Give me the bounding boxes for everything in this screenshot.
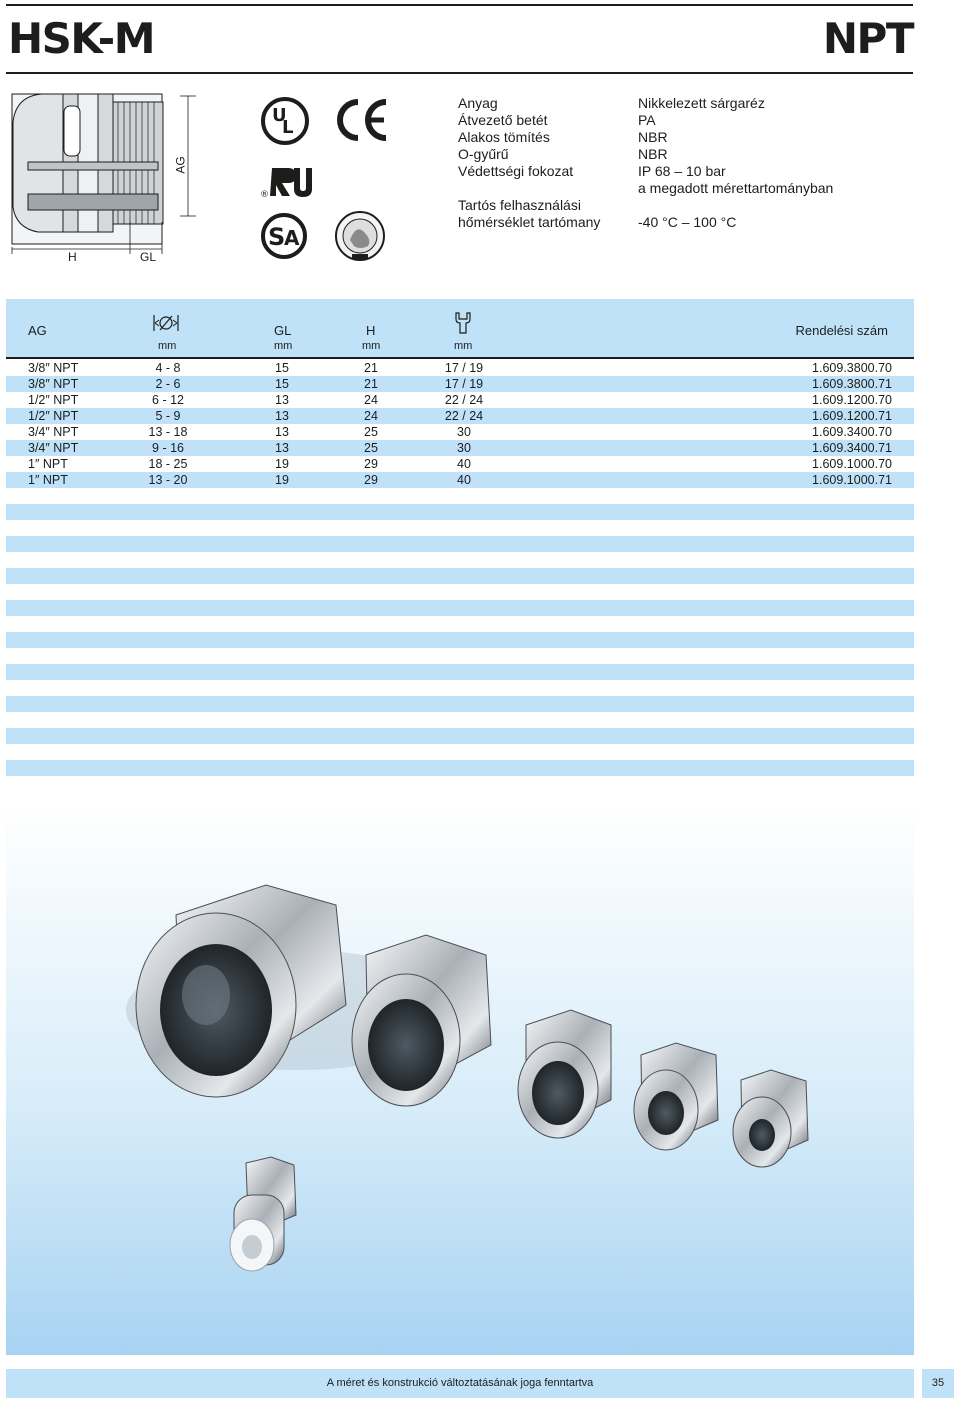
empty-table-row [6,536,914,552]
wrench-icon [452,311,474,335]
spec-value-protection: IP 68 – 10 bar [638,163,726,179]
cell-ag: 3/4″ NPT [28,425,79,439]
svg-text:A: A [284,226,300,250]
col-header-order-number: Rendelési szám [795,323,888,338]
cell-h: 29 [364,457,378,471]
cell-wrench: 40 [457,457,471,471]
unit-gl: mm [274,340,293,352]
spec-label-material: Anyag [458,95,498,111]
cable-glands-illustration [6,805,914,1355]
spec-label-o-ring: O-gyűrű [458,146,509,162]
spec-label-insert: Átvezető betét [458,112,548,128]
cell-h: 21 [364,377,378,391]
product-photo [6,805,914,1355]
cell-wrench: 30 [457,441,471,455]
spec-label-temperature: Tartós felhasználási [458,197,581,213]
cell-gl: 13 [275,441,289,455]
spec-label-protection: Védettségi fokozat [458,163,574,179]
dimension-label-h: H [68,250,77,264]
footer-bar [6,1369,914,1398]
cell-wrench: 17 / 19 [444,361,484,375]
cell-gl: 13 [275,393,289,407]
cell-clamp: 9 - 16 [152,441,184,455]
cell-ag: 1/2″ NPT [28,393,79,407]
cell-h: 29 [364,473,378,487]
empty-table-row [6,568,914,584]
cell-ag: 3/4″ NPT [28,441,79,455]
spec-label-temperature-2: hőmérséklet tartómany [458,214,601,230]
csa-mark-icon [260,212,308,260]
cell-clamp: 13 - 18 [148,425,188,439]
cell-order-number: 1.609.3400.71 [812,441,892,455]
cell-order-number: 1.609.1200.70 [812,393,892,407]
cell-clamp: 5 - 9 [155,409,181,423]
cell-wrench: 22 / 24 [444,393,484,407]
table-row [6,424,914,440]
table-row [6,472,914,488]
spec-value-insert: PA [638,112,656,128]
cell-wrench: 22 / 24 [444,409,484,423]
empty-table-row [6,728,914,744]
svg-text:S: S [268,223,286,251]
header-top-rule [6,4,913,6]
clamping-range-icon [152,313,180,333]
cell-clamp: 2 - 6 [155,377,181,391]
ur-recognized-icon [260,164,312,200]
cell-wrench: 40 [457,473,471,487]
cell-ag: 3/8″ NPT [28,377,79,391]
cell-gl: 13 [275,409,289,423]
cell-wrench: 17 / 19 [444,377,484,391]
page-number: 35 [922,1369,954,1398]
table-header [6,299,914,357]
cell-gl: 13 [275,425,289,439]
empty-table-row [6,664,914,680]
cell-h: 24 [364,409,378,423]
empty-table-row [6,760,914,776]
spec-value-protection-note: a megadott mérettartományban [638,180,834,196]
cell-order-number: 1.609.3800.71 [812,377,892,391]
cell-gl: 19 [275,473,289,487]
dimension-label-ag: AG [173,156,188,174]
cell-gl: 15 [275,361,289,375]
unit-clamp: mm [158,340,177,352]
cell-gl: 19 [275,457,289,471]
table-row [6,440,914,456]
table-header-rule [6,357,914,359]
cell-ag: 1″ NPT [28,473,68,487]
cell-h: 25 [364,425,378,439]
header-bottom-rule [6,72,913,74]
empty-table-row [6,632,914,648]
cell-order-number: 1.609.3400.70 [812,425,892,439]
cell-clamp: 18 - 25 [148,457,188,471]
thread-type-title: NPT [822,14,913,63]
col-header-h: H [366,323,376,338]
dimension-label-gl: GL [140,250,157,264]
cell-ag: 1/2″ NPT [28,409,79,423]
table-row [6,392,914,408]
product-title: HSK-M [8,14,155,63]
cell-order-number: 1.609.1000.71 [812,473,892,487]
cell-ag: 1″ NPT [28,457,68,471]
cell-h: 24 [364,393,378,407]
ul-listed-icon [260,96,310,146]
table-row [6,360,914,376]
table-row [6,456,914,472]
cell-clamp: 4 - 8 [155,361,181,375]
svg-text:L: L [282,117,294,138]
ce-mark-icon [334,98,390,142]
cell-clamp: 6 - 12 [152,393,184,407]
col-header-gl: GL [274,323,292,338]
unit-wrench: mm [454,340,473,352]
table-row [6,408,914,424]
cell-wrench: 30 [457,425,471,439]
spec-label-seal: Alakos tömítés [458,129,550,145]
cell-order-number: 1.609.1200.71 [812,409,892,423]
cell-ag: 3/8″ NPT [28,361,79,375]
empty-table-row [6,696,914,712]
table-row [6,376,914,392]
footer-note: A méret és konstrukció változtatásának joga fenntartva [326,1377,594,1389]
cell-order-number: 1.609.3800.70 [812,361,892,375]
svg-text:U: U [272,105,287,126]
approval-seal-icon [334,210,386,262]
empty-table-row [6,504,914,520]
cell-h: 21 [364,361,378,375]
svg-text:®: ® [260,190,269,200]
spec-value-temperature: -40 °C – 100 °C [638,214,737,230]
cell-clamp: 13 - 20 [148,473,188,487]
cable-gland-section-drawing [8,82,208,272]
cell-h: 25 [364,441,378,455]
cell-gl: 15 [275,377,289,391]
empty-table-row [6,600,914,616]
spec-value-seal: NBR [638,129,668,145]
unit-h: mm [362,340,381,352]
col-header-ag: AG [28,323,47,338]
spec-value-o-ring: NBR [638,146,668,162]
spec-value-material: Nikkelezett sárgaréz [638,95,765,111]
cell-order-number: 1.609.1000.70 [812,457,892,471]
